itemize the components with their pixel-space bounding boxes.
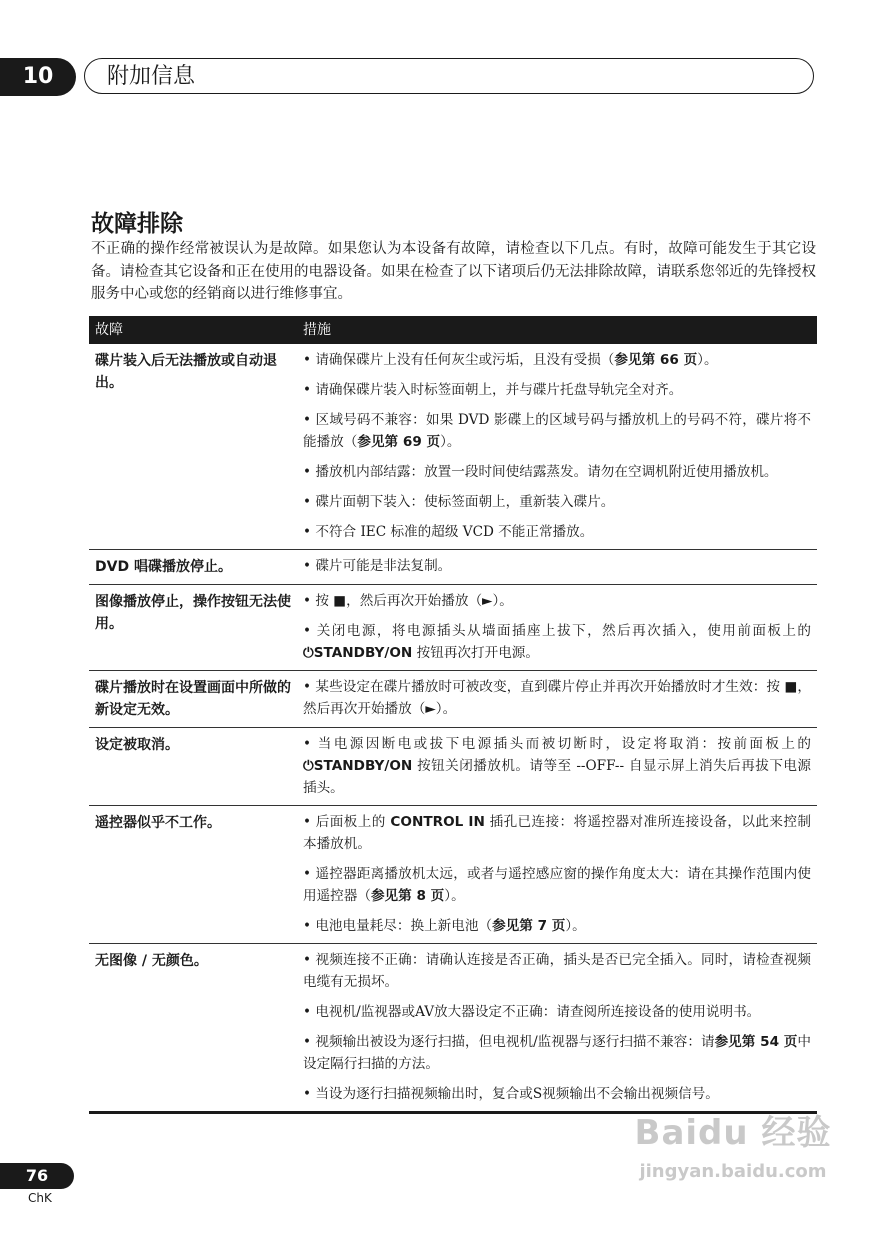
problem-cell [89, 344, 297, 550]
remedy-cell [297, 806, 817, 944]
remedy-item [303, 1031, 811, 1075]
remedy-item [303, 863, 811, 907]
watermark-url: jingyan.baidu.com [639, 1161, 827, 1182]
language-code: ChK [28, 1191, 52, 1205]
problem-text: DVD 唱碟播放停止。 [95, 559, 232, 575]
remedy-before-text: • 电池电量耗尽：换上新电池（ [303, 918, 493, 934]
remedy-bold-text: ⏻STANDBY/ON [303, 758, 413, 774]
remedy-item [303, 555, 811, 577]
problem-cell [89, 806, 297, 944]
remedy-item [303, 915, 811, 937]
intro-paragraph: 不正确的操作经常被误认为是故障。如果您认为本设备有故障，请检查以下几点。有时，故障可能发生于其它设备。请检查其它设备和正在使用的电器设备。如果在检查了以下诸项后仍无法排除故障，请联系您邻近的先锋授权服务中心或您的经销商以进行维修事宜。 [91, 241, 816, 302]
problem-text: 碟片播放时在设置画面中所做的新设定无效。 [95, 680, 291, 718]
remedy-list [303, 811, 811, 937]
remedy-item [303, 349, 811, 371]
section-title: 故障排除 [91, 211, 183, 237]
remedy-before-text: • 请确保碟片装入时标签面朝上，并与碟片托盘导轨完全对齐。 [303, 382, 683, 398]
remedy-bold-text: CONTROL IN [390, 814, 485, 830]
page-number: 76 [0, 1163, 74, 1189]
header-problem: 故障 [89, 316, 297, 344]
remedy-before-text: • 不符合 IEC 标准的超级 VCD 不能正常播放。 [303, 524, 594, 540]
problem-cell [89, 728, 297, 806]
remedy-after-text: ）。 [444, 888, 465, 904]
remedy-after-text: ）。 [440, 434, 461, 450]
remedy-after-text: 插孔已连接：将遥控器对准所连接设备，以此来控制本播放机。 [303, 814, 811, 852]
remedy-bold-text: 参见第 69 页 [357, 434, 441, 450]
remedy-item [303, 521, 811, 543]
remedy-before-text: • 遥控器距离播放机太远，或者与遥控感应窗的操作角度太大：请在其操作范围内使用遥控器（ [303, 866, 811, 904]
remedy-list [303, 949, 811, 1105]
table-row [89, 344, 817, 550]
remedy-before-text: • 区域号码不兼容：如果 DVD 影碟上的区域号码与播放机上的号码不符，碟片将不能播放（ [303, 412, 811, 450]
remedy-cell [297, 944, 817, 1113]
remedy-before-text: • 碟片面朝下装入：使标签面朝上，重新装入碟片。 [303, 494, 615, 510]
problem-cell [89, 550, 297, 585]
remedy-before-text: • 某些设定在碟片播放时可被改变，直到碟片停止并再次开始播放时才生效：按 ■，然后再次开始播放（►）。 [303, 679, 811, 717]
remedy-bold-text: 参见第 8 页 [370, 888, 445, 904]
problem-text: 设定被取消。 [95, 737, 179, 753]
remedy-list [303, 676, 811, 720]
table-row [89, 806, 817, 944]
remedy-cell [297, 344, 817, 550]
remedy-cell [297, 550, 817, 585]
table-row [89, 585, 817, 671]
remedy-list [303, 590, 811, 664]
chapter-title: 附加信息 [84, 58, 814, 94]
remedy-item [303, 733, 811, 799]
remedy-before-text: • 按 ■，然后再次开始播放（►）。 [303, 593, 513, 609]
table-row [89, 550, 817, 585]
remedy-list [303, 349, 811, 543]
remedy-bold-text: ⏻STANDBY/ON [303, 645, 413, 661]
table-row [89, 728, 817, 806]
header-remedy: 措施 [297, 316, 817, 344]
remedy-item [303, 409, 811, 453]
remedy-item [303, 461, 811, 483]
remedy-after-text: ）。 [565, 918, 586, 934]
remedy-item [303, 676, 811, 720]
remedy-bold-text: 参见第 66 页 [614, 352, 698, 368]
remedy-before-text: • 后面板上的 [303, 814, 391, 830]
remedy-item [303, 491, 811, 513]
remedy-before-text: • 电视机/监视器或AV放大器设定不正确：请查阅所连接设备的使用说明书。 [303, 1004, 761, 1020]
remedy-before-text: • 碟片可能是非法复制。 [303, 558, 452, 574]
remedy-item [303, 590, 811, 612]
remedy-after-text: 中设定隔行扫描的方法。 [303, 1034, 811, 1072]
remedy-before-text: • 当设为逐行扫描视频输出时，复合或S视频输出不会输出视频信号。 [303, 1086, 719, 1102]
problem-cell [89, 944, 297, 1113]
problem-text: 碟片装入后无法播放或自动退出。 [95, 353, 277, 391]
remedy-before-text: • 视频连接不正确：请确认连接是否正确，插头是否已完全插入。同时，请检查视频电缆有无损坏。 [303, 952, 811, 990]
remedy-after-text: 按钮关闭播放机。请等至 --OFF-- 自显示屏上消失后再拔下电源插头。 [303, 758, 811, 796]
remedy-item [303, 949, 811, 993]
remedy-item [303, 1083, 811, 1105]
watermark-main: Baidu 经验 [634, 1113, 832, 1153]
remedy-item [303, 620, 811, 664]
remedy-list [303, 733, 811, 799]
problem-text: 图像播放停止，操作按钮无法使用。 [95, 594, 291, 632]
remedy-after-text: 按钮再次打开电源。 [412, 645, 539, 661]
problem-cell [89, 671, 297, 728]
table-row [89, 671, 817, 728]
table-body [89, 344, 817, 1113]
table-row [89, 944, 817, 1113]
troubleshooting-table [89, 316, 817, 1114]
remedy-bold-text: 参见第 7 页 [492, 918, 566, 934]
problem-cell [89, 585, 297, 671]
problem-text: 无图像 / 无颜色。 [95, 953, 208, 969]
remedy-before-text: • 当电源因断电或拔下电源插头而被切断时，设定将取消：按前面板上的 [303, 736, 811, 752]
remedy-before-text: • 播放机内部结露：放置一段时间使结露蒸发。请勿在空调机附近使用播放机。 [303, 464, 778, 480]
remedy-list [303, 555, 811, 577]
remedy-before-text: • 请确保碟片上没有任何灰尘或污垢，且没有受损（ [303, 352, 615, 368]
watermark [618, 1108, 848, 1208]
remedy-item [303, 811, 811, 855]
problem-text: 遥控器似乎不工作。 [95, 815, 221, 831]
remedy-before-text: • 视频输出被设为逐行扫描，但电视机/监视器与逐行扫描不兼容：请 [303, 1034, 715, 1050]
remedy-bold-text: 参见第 54 页 [714, 1034, 798, 1050]
table-header-row [89, 316, 817, 344]
remedy-cell [297, 585, 817, 671]
remedy-cell [297, 671, 817, 728]
remedy-before-text: • 关闭电源，将电源插头从墙面插座上拔下，然后再次插入，使用前面板上的 [303, 623, 811, 639]
chapter-number-tab: 10 [0, 58, 76, 96]
remedy-after-text: ）。 [697, 352, 718, 368]
remedy-item [303, 379, 811, 401]
remedy-cell [297, 728, 817, 806]
remedy-item [303, 1001, 811, 1023]
